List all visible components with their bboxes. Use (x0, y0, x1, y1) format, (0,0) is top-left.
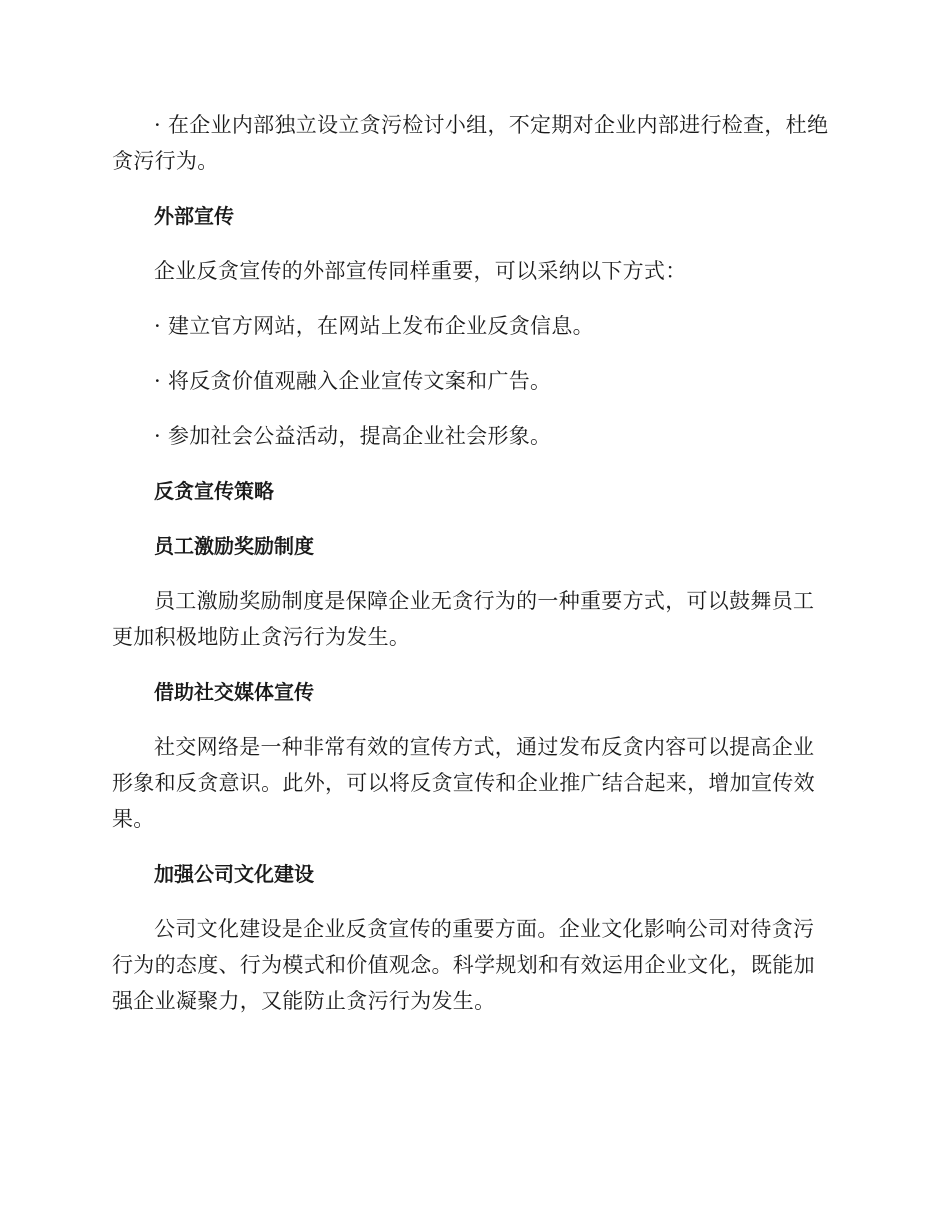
bullet-anti-corruption-team: · 在企业内部独立设立贪污检讨小组，不定期对企业内部进行检查，杜绝贪污行为。 (112, 113, 829, 173)
bullet-official-website: · 建立官方网站，在网站上发布企业反贪信息。 (154, 314, 594, 338)
bullet-advertising: · 将反贪价值观融入企业宣传文案和广告。 (154, 369, 552, 393)
paragraph-social-media: 社交网络是一种非常有效的宣传方式，通过发布反贪内容可以提高企业形象和反贪意识。此外，可以将反贪宣传和企业推广结合起来，增加宣传效果。 (112, 735, 815, 831)
document-body (112, 107, 832, 1019)
heading-social-media: 借助社交媒体宣传 (154, 680, 314, 704)
heading-company-culture: 加强公司文化建设 (154, 862, 314, 886)
heading-external-publicity: 外部宣传 (154, 204, 234, 228)
heading-employee-incentive: 员工激励奖励制度 (154, 534, 314, 558)
paragraph-external-intro: 企业反贪宣传的外部宣传同样重要，可以采纳以下方式： (154, 259, 687, 283)
paragraph-company-culture: 公司文化建设是企业反贪宣传的重要方面。企业文化影响公司对待贪污行为的态度、行为模式和价值观念。科学规划和有效运用企业文化，既能加强企业凝聚力，又能防止贪污行为发生。 (112, 917, 815, 1013)
heading-strategy: 反贪宣传策略 (154, 479, 274, 503)
bullet-public-welfare: · 参加社会公益活动，提高企业社会形象。 (154, 424, 552, 448)
paragraph-employee-incentive: 员工激励奖励制度是保障企业无贪行为的一种重要方式，可以鼓舞员工更加积极地防止贪污行为发生。 (112, 589, 815, 649)
